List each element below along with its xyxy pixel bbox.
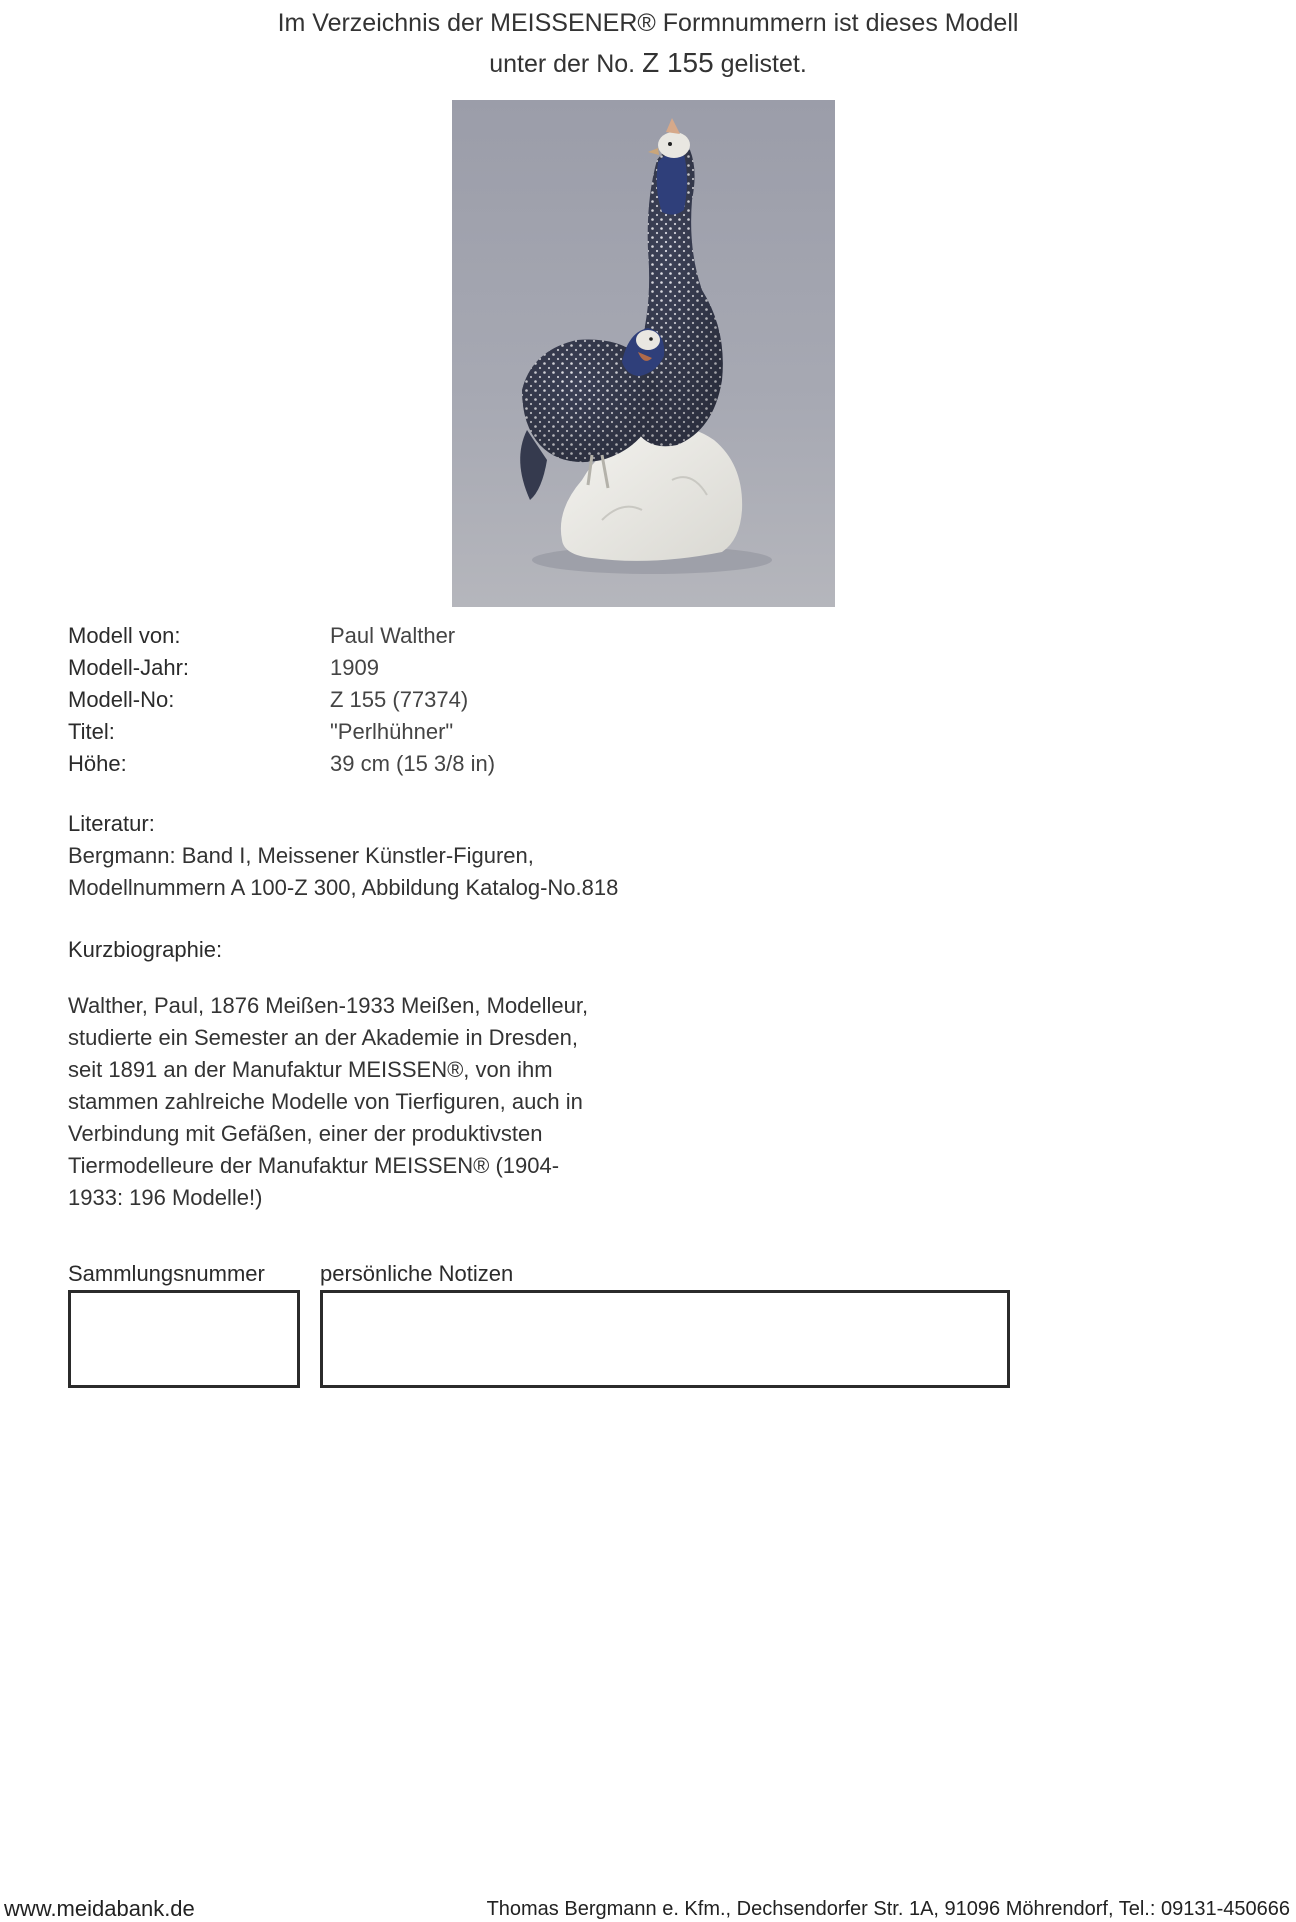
spec-value: Paul Walther — [330, 623, 456, 648]
header-suffix: gelistet. — [720, 50, 807, 78]
spec-label: Titel: — [68, 719, 115, 744]
header-model-number: Z 155 — [642, 47, 714, 78]
biography-line: Walther, Paul, 1876 Meißen-1933 Meißen, Modelleur, — [68, 993, 589, 1018]
literature-text — [68, 840, 768, 904]
spec-value: 39 cm (15 3/8 in) — [330, 751, 496, 776]
biography-line: 1933: 196 Modelle!) — [68, 1185, 263, 1210]
biography-line: studierte ein Semester an der Akademie in Dresden, — [68, 1025, 578, 1050]
spec-label: Modell von: — [68, 623, 181, 648]
biography-line: stammen zahlreiche Modelle von Tierfiguren, auch in — [68, 1089, 583, 1114]
spec-value: "Perlhühner" — [330, 719, 454, 744]
personal-notes-label: persönliche Notizen — [320, 1261, 514, 1286]
header-line-2 — [0, 43, 1296, 84]
biography-line: Tiermodelleure der Manufaktur MEISSEN® (1904- — [68, 1153, 560, 1178]
model-specs — [68, 620, 495, 780]
personal-notes-field[interactable] — [320, 1290, 1010, 1388]
literature-line: Bergmann: Band I, Meissener Künstler-Figuren, — [68, 843, 534, 868]
footer-address: Thomas Bergmann e. Kfm., Dechsendorfer Str. 1A, 91096 Möhrendorf, Tel.: 09131-450666 — [486, 1898, 1290, 1920]
spec-value: 1909 — [330, 655, 379, 680]
biography-title: Kurzbiographie: — [68, 937, 223, 962]
spec-label: Modell-Jahr: — [68, 655, 190, 680]
spec-row-height — [68, 748, 495, 780]
spec-row-model-by — [68, 620, 495, 652]
literature-line: Modellnummern A 100-Z 300, Abbildung Katalog-No.818 — [68, 875, 619, 900]
collection-number-field[interactable] — [68, 1290, 300, 1388]
spec-row-model-number — [68, 684, 495, 716]
spec-row-title — [68, 716, 495, 748]
spec-row-model-year — [68, 652, 495, 684]
biography-line: Verbindung mit Gefäßen, einer der produktivsten — [68, 1121, 543, 1146]
spec-label: Modell-No: — [68, 687, 175, 712]
header-prefix: unter der No. — [489, 50, 636, 78]
collection-number-label: Sammlungsnummer — [68, 1261, 265, 1286]
footer-website: www.meidabank.de — [4, 1896, 195, 1921]
header-line-1: Im Verzeichnis der MEISSENER® Formnummern ist dieses Modell — [277, 9, 1019, 37]
biography-line: seit 1891 an der Manufaktur MEISSEN®, von ihm — [68, 1057, 553, 1082]
page-header — [0, 4, 1296, 84]
literature-title: Literatur: — [68, 811, 155, 836]
guinea-fowl-figurine-photo — [452, 100, 835, 607]
spec-value: Z 155 (77374) — [330, 687, 469, 712]
biography-text — [68, 990, 638, 1214]
spec-label: Höhe: — [68, 751, 127, 776]
